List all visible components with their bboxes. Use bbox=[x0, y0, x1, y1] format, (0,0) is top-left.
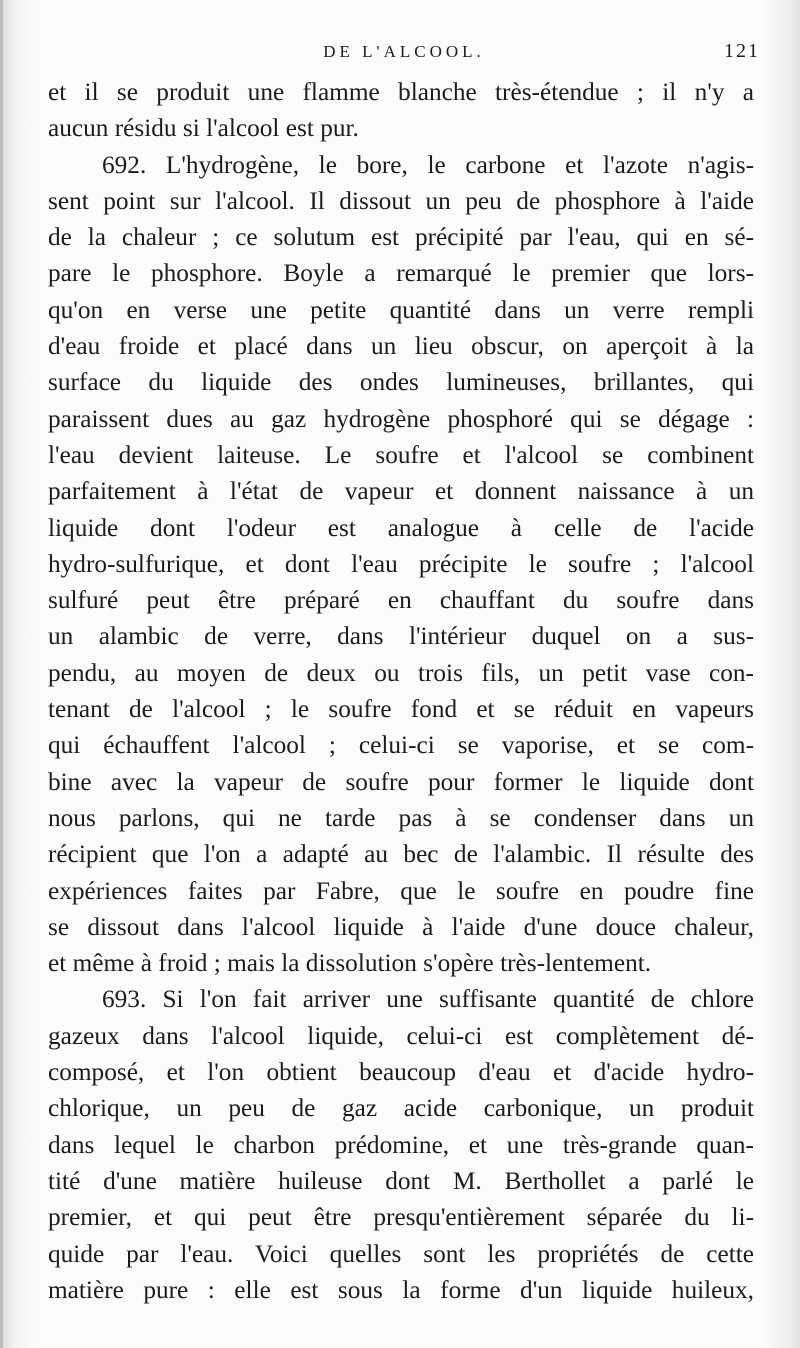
text-line: qui échauffent l'alcool ; celui-ci se vaporise, et se com- bbox=[48, 731, 754, 760]
text-line: parfaitement à l'état de vapeur et donnent naissance à un bbox=[48, 477, 754, 506]
paragraph-692-start: 692. L'hydrogène, le bore, le carbone et l'azote n'agis- bbox=[102, 150, 754, 179]
text-line: hydro-sulfurique, et dont l'eau précipite le soufre ; l'alcool bbox=[48, 549, 754, 578]
text-line: sulfuré peut être préparé en chauffant du soufre dans bbox=[48, 586, 754, 615]
text-line: expériences faites par Fabre, que le soufre en poudre fine bbox=[48, 876, 754, 905]
text-line: tenant de l'alcool ; le soufre fond et se réduit en vapeurs bbox=[48, 695, 754, 724]
text-line: de la chaleur ; ce solutum est précipité par l'eau, qui en sé- bbox=[48, 223, 754, 252]
text-line: et même à froid ; mais la dissolution s'opère très-lentement. bbox=[48, 949, 652, 978]
text-line: tité d'une matière huileuse dont M. Berthollet a parlé le bbox=[48, 1166, 754, 1195]
text-line: premier, et qui peut être presqu'entièrement séparée du li- bbox=[48, 1203, 754, 1232]
running-head: DE L'ALCOOL. bbox=[323, 42, 485, 61]
text-line: pare le phosphore. Boyle a remarqué le premier que lors- bbox=[48, 259, 754, 288]
text-line: chlorique, un peu de gaz acide carbonique, un produit bbox=[48, 1094, 754, 1123]
text-line: matière pure : elle est sous la forme d'un liquide huileux, bbox=[48, 1275, 754, 1304]
text-line: un alambic de verre, dans l'intérieur duquel on a sus- bbox=[48, 622, 754, 651]
text-line: dans lequel le charbon prédomine, et une très-grande quan- bbox=[48, 1130, 754, 1159]
text-line: composé, et l'on obtient beaucoup d'eau et d'acide hydro- bbox=[48, 1058, 754, 1087]
text-line: quide par l'eau. Voici quelles sont les propriétés de cette bbox=[48, 1239, 754, 1268]
text-line: qu'on en verse une petite quantité dans un verre rempli bbox=[48, 295, 754, 324]
text-line: liquide dont l'odeur est analogue à celle de l'acide bbox=[48, 513, 754, 542]
text-line: l'eau devient laiteuse. Le soufre et l'alcool se combinent bbox=[48, 440, 754, 469]
text-line: aucun résidu si l'alcool est pur. bbox=[48, 114, 359, 143]
page-header bbox=[48, 38, 760, 68]
text-line: surface du liquide des ondes lumineuses, brillantes, qui bbox=[48, 368, 754, 397]
text-line: d'eau froide et placé dans un lieu obscur, on aperçoit à la bbox=[48, 332, 754, 361]
text-line: pendu, au moyen de deux ou trois fils, un petit vase con- bbox=[48, 658, 754, 687]
paragraph-693-start: 693. Si l'on fait arriver une suffisante quantité de chlore bbox=[102, 985, 754, 1014]
page-edge-shadow bbox=[0, 0, 3, 1348]
text-line: récipient que l'on a adapté au bec de l'alambic. Il résulte des bbox=[48, 840, 754, 869]
page-number: 121 bbox=[724, 40, 760, 62]
text-line: sent point sur l'alcool. Il dissout un peu de phosphore à l'aide bbox=[48, 186, 754, 215]
text-line: et il se produit une flamme blanche très-étendue ; il n'y a bbox=[48, 78, 754, 106]
text-line: gazeux dans l'alcool liquide, celui-ci est complètement dé- bbox=[48, 1021, 754, 1050]
page-body-text bbox=[48, 74, 754, 1308]
text-line: bine avec la vapeur de soufre pour former le liquide dont bbox=[48, 767, 754, 796]
text-line: nous parlons, qui ne tarde pas à se condenser dans un bbox=[48, 803, 754, 832]
text-line: paraissent dues au gaz hydrogène phosphoré qui se dégage : bbox=[48, 404, 754, 433]
text-line: se dissout dans l'alcool liquide à l'aide d'une douce chaleur, bbox=[48, 912, 754, 941]
